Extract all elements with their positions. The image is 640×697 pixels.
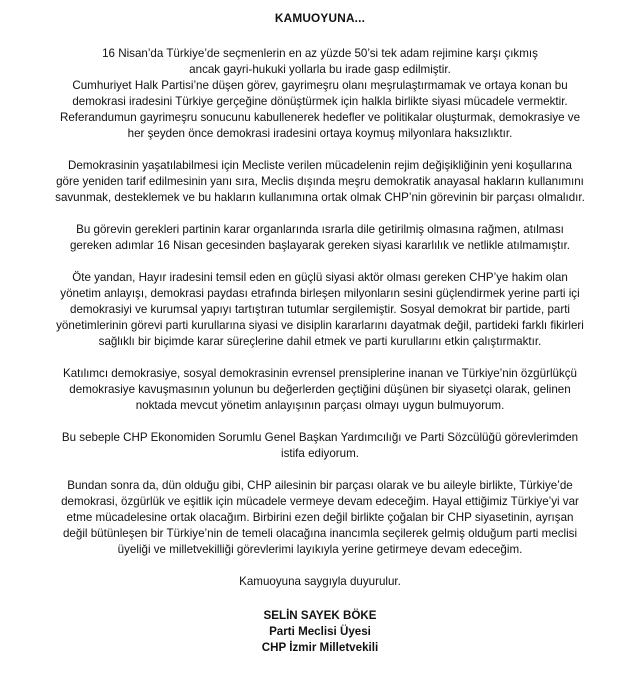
text-line: savunmak, desteklemek ve bu hakların kullanımına ortak olmak CHP’nin görevinin bir parçası olmalıdır.: [55, 191, 585, 204]
text-line: demokrasiye kavuşmasının yolunun bu değerlerden geçtiğini düşünen bir siyasetçi olarak, gelinen: [69, 383, 571, 396]
paragraph-4: [8, 270, 632, 350]
text-line: sağlıklı bir biçimde karar süreçlerine dahil etmek ve parti kurullarını etkin çalıştırmaktır.: [98, 335, 542, 348]
text-line: etme mücadelesine ortak olacağım. Birbirini ezen değil birlikte çoğalan bir CHP siyasetinin, ayrışan: [66, 511, 574, 524]
paragraph-1: [8, 46, 632, 142]
text-line: yönetim anlayışı, demokrasi paydası etrafında birleşen milyonların sesini güçlendirmek yerine parti içi: [60, 287, 580, 300]
text-line: her şeyden önce demokrasi iradesini ortaya koymuş milyonlara haksızlıktır.: [127, 127, 513, 140]
signatory-role: Parti Meclisi Üyesi: [269, 625, 371, 638]
text-line: Bu sebeple CHP Ekonomiden Sorumlu Genel Başkan Yardımcılığı ve Parti Sözcülüğü görevlerimden: [61, 431, 579, 444]
text-line: Referandumun gayrimeşru sonucunu kabullenerek hedefler ve politikalar oluşturmak, demokrasiye ve: [59, 111, 581, 124]
text-line: Öte yandan, Hayır iradesini temsil eden en güçlü siyasi aktör olması gereken CHP’ye hakim olan: [72, 271, 568, 284]
text-line: demokrasiyi ve kurumsal yapıyı tartıştıran tutumlar sergilemiştir. Sosyal demokrat bir partide, parti: [70, 303, 570, 316]
text-line: Bu görevin gerekleri partinin karar organlarında ısrarla dile getirilmiş olmasına rağmen, atılması: [76, 223, 564, 236]
text-line: ancak gayri-hukuki yollarla bu irade gasp edilmiştir.: [189, 63, 451, 76]
paragraph-2: [8, 158, 632, 206]
text-line: değil bütünleşen bir Türkiye’nin de temeli olacağına inancımla seçilerek gelmiş olduğum parti meclisi: [62, 527, 578, 540]
signatory-office: CHP İzmir Milletvekili: [261, 641, 379, 654]
text-line: Cumhuriyet Halk Partisi’ne düşen görev, gayrimeşru olanı meşrulaştırmamak ve ortaya konan bu: [72, 79, 568, 92]
closing-line: Kamuoyuna saygıyla duyurulur.: [239, 575, 401, 588]
text-line: Demokrasinin yaşatılabilmesi için Mecliste verilen mücadelenin rejim değişikliğinin yeni koşullarına: [68, 159, 572, 172]
text-line: üyeliği ve milletvekilliği görevlerimi layıkıyla yerine getirmeye devam edeceğim.: [117, 543, 523, 556]
text-line: göre yeniden tarif edilmesinin yanı sıra, Meclis dışında meşru demokratik anayasal hakların kullanımını: [56, 175, 584, 188]
text-line: noktada mevcut yönetim anlayışının parçası olmayı uygun bulmuyorum.: [135, 399, 505, 412]
document-title: KAMUOYUNA...: [274, 11, 366, 25]
text-line: 16 Nisan’da Türkiye’de seçmenlerin en az yüzde 50’si tek adam rejimine karşı çıkmış: [102, 47, 538, 60]
signature-block: [8, 608, 632, 656]
text-line: Katılımcı demokrasiye, sosyal demokrasinin evrensel prensiplerine inanan ve Türkiye’nin özgürlükçü: [62, 367, 578, 380]
paragraph-3: [8, 222, 632, 254]
text-line: yönetimlerinin görevi parti kurullarına siyasi ve disiplin kararlarını dayatmak değil, partideki farklı fikirleri: [56, 319, 584, 332]
text-line: demokrasi iradesini Türkiye gerçeğine dönüştürmek için halkla birlikte siyasi mücadele vermektir.: [72, 95, 568, 108]
paragraph-6: [8, 430, 632, 462]
signatory-name: SELİN SAYEK BÖKE: [263, 609, 377, 622]
paragraph-5: [8, 366, 632, 414]
text-line: Bundan sonra da, dün olduğu gibi, CHP ailesinin bir parçası olarak ve bu aileyle birlikte, Türkiye’de: [67, 479, 573, 492]
text-line: demokrasi, özgürlük ve eşitlik için mücadele vermeye devam edeceğim. Hayal ettiğimiz Türkiye’yi var: [61, 495, 579, 508]
paragraph-7: [8, 478, 632, 558]
text-line: istifa ediyorum.: [281, 447, 359, 460]
text-line: gereken adımlar 16 Nisan gecesinden başlayarak gereken siyasi kararlılık ve netlikle atılmamıştır.: [69, 239, 571, 252]
